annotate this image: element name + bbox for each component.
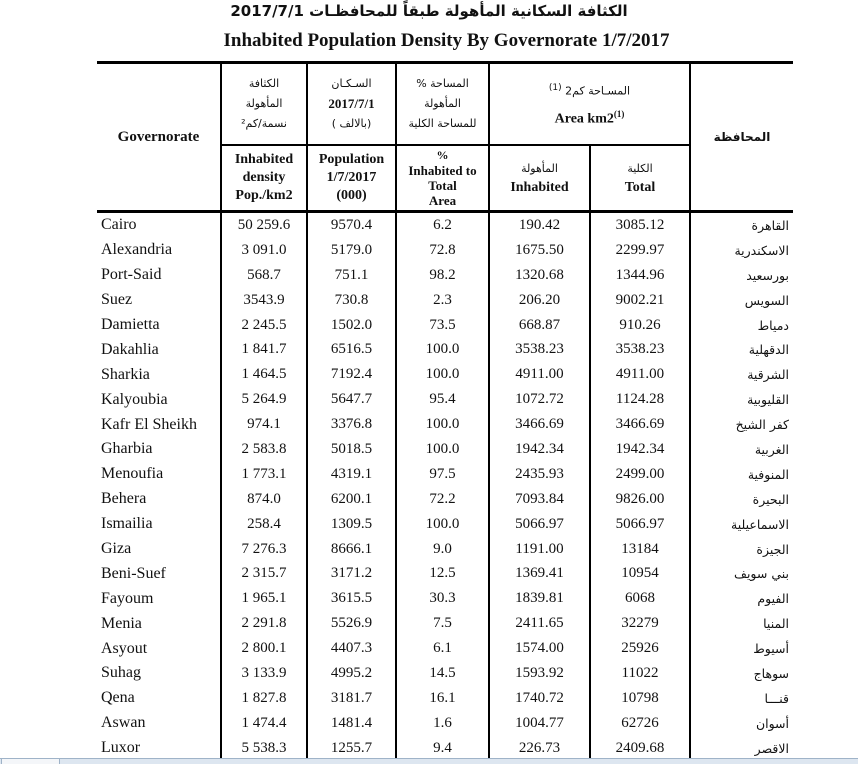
cell-density: 3 091.0 — [221, 238, 307, 263]
cell-governorate-ar: بورسعيد — [690, 263, 793, 288]
table-row — [97, 462, 793, 487]
header-inhabited-en: Inhabited — [510, 179, 569, 195]
cell-percent: 100.0 — [396, 412, 489, 437]
header-population-en — [307, 145, 396, 212]
cell-inhabited-area: 1740.72 — [489, 686, 590, 711]
header-total-ar: الكلية — [627, 161, 653, 175]
cell-governorate: Qena — [97, 686, 221, 711]
cell-governorate-ar: الفيوم — [690, 586, 793, 611]
cell-governorate: Ismailia — [97, 512, 221, 537]
cell-governorate-ar: كفر الشيخ — [690, 412, 793, 437]
cell-percent: 16.1 — [396, 686, 489, 711]
cell-percent: 98.2 — [396, 263, 489, 288]
cell-population: 7192.4 — [307, 362, 396, 387]
cell-total-area: 1124.28 — [590, 387, 690, 412]
cell-governorate: Fayoum — [97, 586, 221, 611]
cell-inhabited-area: 1593.92 — [489, 661, 590, 686]
cell-governorate-ar: الشرقية — [690, 362, 793, 387]
header-percent-en — [396, 145, 489, 212]
cell-percent: 2.3 — [396, 288, 489, 313]
header-row-top — [97, 63, 793, 145]
cell-total-area: 3466.69 — [590, 412, 690, 437]
cell-density: 50 259.6 — [221, 212, 307, 238]
header-density-ar-line: المأهولة — [245, 96, 283, 110]
cell-governorate-ar: القليوبية — [690, 387, 793, 412]
page-title-arabic: الكثافة السكانية المأهولة طبقاً للمحافظـات 2017/7/1 — [230, 2, 628, 20]
cell-density: 1 474.4 — [221, 711, 307, 736]
cell-density: 2 245.5 — [221, 313, 307, 338]
cell-governorate-ar: الجيزة — [690, 537, 793, 562]
cell-inhabited-area: 1574.00 — [489, 636, 590, 661]
cell-population: 5018.5 — [307, 437, 396, 462]
cell-governorate: Asyout — [97, 636, 221, 661]
table-row — [97, 711, 793, 736]
header-density-en-line: Inhabited — [234, 151, 294, 167]
cell-governorate: Cairo — [97, 212, 221, 238]
header-population-en-line: 1/7/2017 — [326, 169, 377, 185]
header-percent-ar-line: المأهولة — [424, 96, 461, 110]
cell-population: 751.1 — [307, 263, 396, 288]
cell-governorate: Suez — [97, 288, 221, 313]
cell-inhabited-area: 226.73 — [489, 736, 590, 761]
table-row — [97, 362, 793, 387]
cell-inhabited-area: 3538.23 — [489, 337, 590, 362]
cell-percent: 7.5 — [396, 611, 489, 636]
cell-population: 5179.0 — [307, 238, 396, 263]
cell-density: 568.7 — [221, 263, 307, 288]
cell-governorate-ar: الاسكندرية — [690, 238, 793, 263]
horizontal-scrollbar[interactable] — [0, 758, 858, 764]
cell-governorate-ar: الغربية — [690, 437, 793, 462]
cell-total-area: 5066.97 — [590, 512, 690, 537]
cell-governorate: Gharbia — [97, 437, 221, 462]
cell-density: 2 800.1 — [221, 636, 307, 661]
cell-density: 874.0 — [221, 487, 307, 512]
cell-population: 3615.5 — [307, 586, 396, 611]
cell-governorate-ar: المنيا — [690, 611, 793, 636]
cell-density: 3 133.9 — [221, 661, 307, 686]
cell-governorate-ar: الاسماعيلية — [690, 512, 793, 537]
table-row — [97, 561, 793, 586]
table-row — [97, 537, 793, 562]
cell-density: 7 276.3 — [221, 537, 307, 562]
table-row — [97, 636, 793, 661]
cell-total-area: 9002.21 — [590, 288, 690, 313]
cell-population: 1309.5 — [307, 512, 396, 537]
cell-inhabited-area: 1072.72 — [489, 387, 590, 412]
header-percent-en-line: Area — [428, 192, 457, 208]
cell-population: 1502.0 — [307, 313, 396, 338]
cell-percent: 100.0 — [396, 362, 489, 387]
cell-governorate-ar: أسيوط — [690, 636, 793, 661]
cell-total-area: 10954 — [590, 561, 690, 586]
table-body — [97, 212, 793, 761]
cell-total-area: 62726 — [590, 711, 690, 736]
cell-inhabited-area: 1320.68 — [489, 263, 590, 288]
header-population-ar-line: ( بالالف) — [331, 116, 372, 130]
header-area-ar: المسـاحة كم2 — [565, 84, 631, 98]
header-percent-en-line: % — [436, 147, 449, 162]
cell-inhabited-area: 1839.81 — [489, 586, 590, 611]
cell-population: 6516.5 — [307, 337, 396, 362]
cell-governorate: Kalyoubia — [97, 387, 221, 412]
table-row — [97, 238, 793, 263]
cell-density: 1 773.1 — [221, 462, 307, 487]
cell-governorate: Beni-Suef — [97, 561, 221, 586]
table-row — [97, 611, 793, 636]
cell-inhabited-area: 1942.34 — [489, 437, 590, 462]
cell-total-area: 32279 — [590, 611, 690, 636]
header-percent-ar — [396, 63, 489, 145]
header-area-en: Area km2 — [554, 111, 614, 127]
header-inhabited-ar: المأهولة — [521, 161, 558, 175]
cell-population: 6200.1 — [307, 487, 396, 512]
cell-percent: 12.5 — [396, 561, 489, 586]
cell-density: 974.1 — [221, 412, 307, 437]
cell-governorate-ar: البحيرة — [690, 487, 793, 512]
header-area — [489, 63, 690, 145]
header-governorate: Governorate — [97, 63, 221, 212]
cell-total-area: 11022 — [590, 661, 690, 686]
cell-density: 5 264.9 — [221, 387, 307, 412]
cell-density: 3543.9 — [221, 288, 307, 313]
cell-total-area: 10798 — [590, 686, 690, 711]
cell-population: 8666.1 — [307, 537, 396, 562]
cell-governorate-ar: الاقصر — [690, 736, 793, 761]
cell-percent: 9.4 — [396, 736, 489, 761]
cell-population: 3376.8 — [307, 412, 396, 437]
cell-percent: 97.5 — [396, 462, 489, 487]
footnote-marker: (1) — [548, 83, 562, 94]
cell-governorate-ar: بني سويف — [690, 561, 793, 586]
header-density-ar-line: الكثافة — [248, 76, 280, 90]
cell-governorate: Menia — [97, 611, 221, 636]
cell-governorate-ar: سوهاج — [690, 661, 793, 686]
cell-inhabited-area: 3466.69 — [489, 412, 590, 437]
cell-governorate: Kafr El Sheikh — [97, 412, 221, 437]
header-density-en — [221, 145, 307, 212]
cell-population: 3171.2 — [307, 561, 396, 586]
cell-percent: 6.2 — [396, 212, 489, 238]
cell-percent: 73.5 — [396, 313, 489, 338]
cell-percent: 6.1 — [396, 636, 489, 661]
cell-governorate-ar: السويس — [690, 288, 793, 313]
header-percent-ar-line: للمساحة الكلية — [408, 116, 477, 130]
table-row — [97, 412, 793, 437]
cell-total-area: 6068 — [590, 586, 690, 611]
header-population-en-line: Population — [318, 151, 385, 167]
table-row — [97, 212, 793, 238]
cell-total-area: 4911.00 — [590, 362, 690, 387]
cell-total-area: 1344.96 — [590, 263, 690, 288]
cell-inhabited-area: 206.20 — [489, 288, 590, 313]
header-population-ar-line: السـكـان — [331, 76, 372, 90]
cell-governorate: Dakahlia — [97, 337, 221, 362]
table-row — [97, 387, 793, 412]
table-row — [97, 288, 793, 313]
cell-percent: 1.6 — [396, 711, 489, 736]
header-density-en-line: density — [242, 169, 286, 185]
cell-total-area: 2499.00 — [590, 462, 690, 487]
cell-percent: 72.2 — [396, 487, 489, 512]
cell-density: 258.4 — [221, 512, 307, 537]
cell-inhabited-area: 190.42 — [489, 212, 590, 238]
cell-total-area: 910.26 — [590, 313, 690, 338]
cell-governorate-ar: المنوفية — [690, 462, 793, 487]
density-table — [97, 61, 793, 761]
cell-population: 4319.1 — [307, 462, 396, 487]
cell-inhabited-area: 1369.41 — [489, 561, 590, 586]
table-row — [97, 313, 793, 338]
cell-population: 4407.3 — [307, 636, 396, 661]
header-percent-en-line: Total — [428, 177, 457, 193]
cell-density: 2 291.8 — [221, 611, 307, 636]
cell-percent: 14.5 — [396, 661, 489, 686]
cell-population: 1255.7 — [307, 736, 396, 761]
scrollbar-thumb[interactable] — [1, 758, 60, 764]
footnote-marker: (1) — [613, 108, 625, 119]
cell-governorate-ar: الدقهلية — [690, 337, 793, 362]
header-density-ar — [221, 63, 307, 145]
cell-population: 5526.9 — [307, 611, 396, 636]
header-population-ar — [307, 63, 396, 145]
cell-density: 1 965.1 — [221, 586, 307, 611]
cell-percent: 95.4 — [396, 387, 489, 412]
cell-governorate: Damietta — [97, 313, 221, 338]
cell-percent: 30.3 — [396, 586, 489, 611]
page-title-english: Inhabited Population Density By Governorate 1/7/2017 — [223, 30, 670, 51]
table-row — [97, 586, 793, 611]
cell-density: 1 464.5 — [221, 362, 307, 387]
header-density-ar-line: نسمة/كم² — [241, 116, 287, 130]
header-percent-ar-line: % المساحة — [416, 76, 469, 90]
cell-governorate-ar: القاهرة — [690, 212, 793, 238]
table-row — [97, 263, 793, 288]
cell-inhabited-area: 2411.65 — [489, 611, 590, 636]
cell-density: 2 315.7 — [221, 561, 307, 586]
cell-governorate: Sharkia — [97, 362, 221, 387]
cell-density: 5 538.3 — [221, 736, 307, 761]
cell-percent: 9.0 — [396, 537, 489, 562]
cell-percent: 100.0 — [396, 337, 489, 362]
cell-total-area: 3538.23 — [590, 337, 690, 362]
header-total-en: Total — [624, 179, 656, 195]
cell-total-area: 13184 — [590, 537, 690, 562]
cell-governorate: Behera — [97, 487, 221, 512]
cell-total-area: 3085.12 — [590, 212, 690, 238]
table-row — [97, 736, 793, 761]
cell-population: 5647.7 — [307, 387, 396, 412]
cell-governorate: Port-Said — [97, 263, 221, 288]
table-row — [97, 686, 793, 711]
cell-inhabited-area: 2435.93 — [489, 462, 590, 487]
cell-percent: 100.0 — [396, 512, 489, 537]
header-governorate-ar: المحافظة — [690, 63, 793, 212]
cell-total-area: 2409.68 — [590, 736, 690, 761]
cell-inhabited-area: 4911.00 — [489, 362, 590, 387]
cell-governorate: Alexandria — [97, 238, 221, 263]
header-population-en-line: (000) — [336, 187, 367, 203]
cell-governorate-ar: قنـــا — [690, 686, 793, 711]
table-row — [97, 512, 793, 537]
cell-inhabited-area: 668.87 — [489, 313, 590, 338]
cell-population: 9570.4 — [307, 212, 396, 238]
header-percent-en-line: Inhabited to — [408, 162, 477, 178]
cell-total-area: 25926 — [590, 636, 690, 661]
table-row — [97, 437, 793, 462]
table-row — [97, 487, 793, 512]
table-row — [97, 661, 793, 686]
cell-population: 730.8 — [307, 288, 396, 313]
header-inhabited — [489, 145, 590, 212]
cell-population: 1481.4 — [307, 711, 396, 736]
header-total — [590, 145, 690, 212]
table-row — [97, 337, 793, 362]
cell-governorate-ar: دمياط — [690, 313, 793, 338]
cell-density: 1 827.8 — [221, 686, 307, 711]
header-density-en-line: Pop./km2 — [235, 187, 293, 203]
cell-population: 3181.7 — [307, 686, 396, 711]
cell-governorate: Luxor — [97, 736, 221, 761]
cell-total-area: 1942.34 — [590, 437, 690, 462]
cell-percent: 72.8 — [396, 238, 489, 263]
cell-total-area: 9826.00 — [590, 487, 690, 512]
cell-inhabited-area: 1191.00 — [489, 537, 590, 562]
cell-inhabited-area: 7093.84 — [489, 487, 590, 512]
cell-governorate: Menoufia — [97, 462, 221, 487]
cell-governorate: Aswan — [97, 711, 221, 736]
cell-percent: 100.0 — [396, 437, 489, 462]
cell-governorate-ar: أسوان — [690, 711, 793, 736]
cell-inhabited-area: 1675.50 — [489, 238, 590, 263]
cell-density: 1 841.7 — [221, 337, 307, 362]
cell-inhabited-area: 5066.97 — [489, 512, 590, 537]
cell-governorate: Suhag — [97, 661, 221, 686]
cell-total-area: 2299.97 — [590, 238, 690, 263]
cell-governorate: Giza — [97, 537, 221, 562]
header-population-ar-line: 2017/7/1 — [328, 95, 375, 111]
cell-inhabited-area: 1004.77 — [489, 711, 590, 736]
cell-density: 2 583.8 — [221, 437, 307, 462]
cell-population: 4995.2 — [307, 661, 396, 686]
